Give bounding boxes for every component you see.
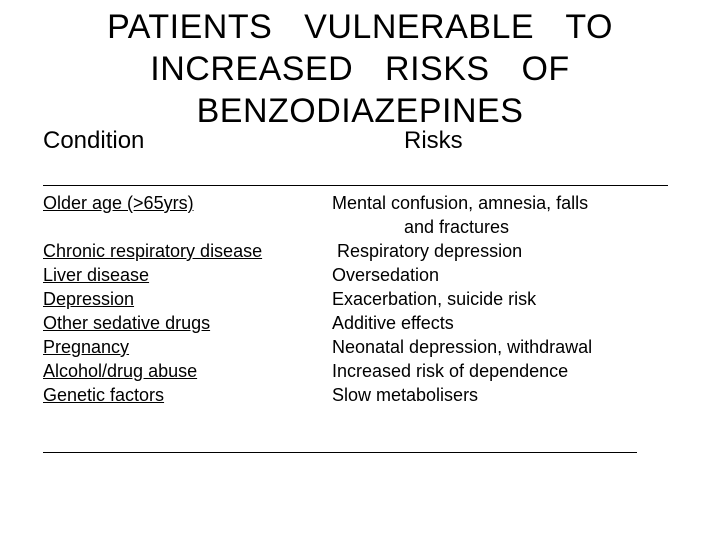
condition-cell: Liver disease — [43, 265, 150, 285]
top-divider — [43, 185, 668, 186]
risk-cell: Increased risk of dependence — [332, 361, 569, 381]
risk-cell: Respiratory depression — [332, 241, 523, 261]
risk-cell: Exacerbation, suicide risk — [332, 289, 537, 309]
condition-cell: Chronic respiratory disease — [43, 241, 263, 261]
title-line-1: PATIENTS VULNERABLE TO — [107, 8, 613, 46]
condition-cell: Alcohol/drug abuse — [43, 361, 198, 381]
bottom-divider — [43, 452, 637, 453]
risk-cell: Mental confusion, amnesia, falls — [332, 193, 589, 213]
condition-cell: Other sedative drugs — [43, 313, 211, 333]
risk-cell-continuation: and fractures — [404, 217, 510, 237]
risk-cell: Neonatal depression, withdrawal — [332, 337, 593, 357]
risk-cell: Slow metabolisers — [332, 385, 479, 405]
title-line-2: INCREASED RISKS OF — [150, 50, 570, 88]
condition-cell: Genetic factors — [43, 385, 165, 405]
condition-cell: Older age (>65yrs) — [43, 193, 194, 213]
risks-column-header: Risks — [404, 127, 463, 154]
condition-column-header: Condition — [43, 127, 145, 154]
risk-cell: Oversedation — [332, 265, 440, 285]
title-line-3: BENZODIAZEPINES — [196, 92, 524, 130]
condition-cell: Pregnancy — [43, 337, 130, 357]
slide-title — [0, 6, 720, 132]
condition-cell: Depression — [43, 289, 135, 309]
risk-cell: Additive effects — [332, 313, 454, 333]
